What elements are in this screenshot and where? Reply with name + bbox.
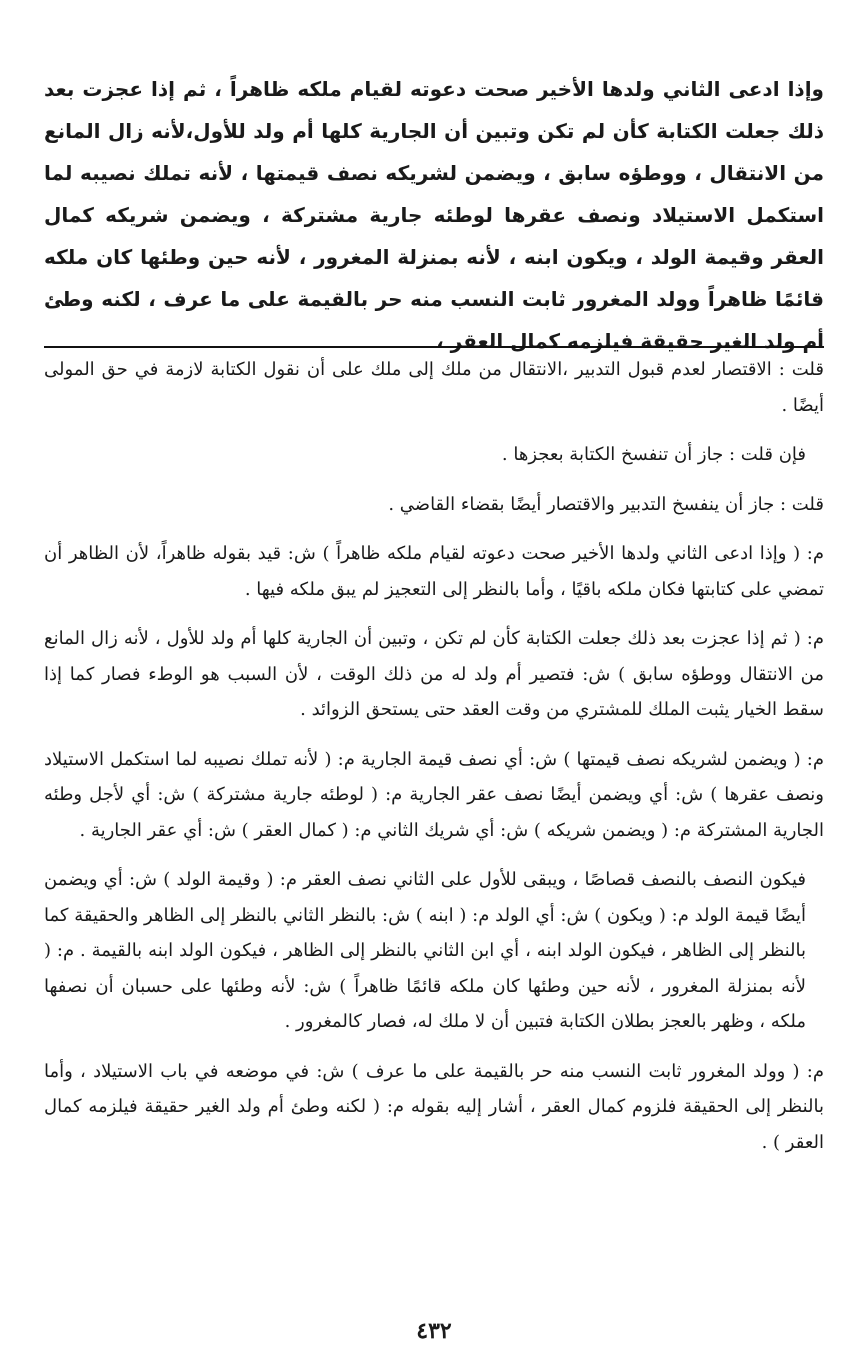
commentary-paragraph: قلت : جاز أن ينفسخ التدبير والاقتصار أيضًا بقضاء القاضي . [388,493,824,515]
commentary-paragraph: قلت : الاقتصار لعدم قبول التدبير ،الانتقال من ملك إلى ملك على أن نقول الكتابة لازمة في حق المولى أيضًا . [44,359,824,416]
main-text-block: وإذا ادعى الثاني ولدها الأخير صحت دعوته لقيام ملكه ظاهراً ، ثم إذا عجزت بعد ذلك جعلت الكتابة كأن لم تكن وتبين أن الجارية كلها أم ولد للأول،لأنه زال المانع من الانتقال ، ووطؤه سابق ، ويضمن لشريكه نصف قيمتها ، لأنه تملك نصيبه لما استكمل الاستيلاد ونصف عقرها لوطئه جارية مشتركة ، ويضمن شريكه كمال العقر وقيمة الولد ، ويكون ابنه ، لأنه بمنزلة المغرور ، لأنه حين وطئها كان ملكه قائمًا ظاهراً وولد المغرور ثابت النسب منه حر بالقيمة على ما عرف ، لكنه وطئ أم ولد الغير حقيقة فيلزمه كمال العقر ، [44,77,824,353]
commentary-paragraph: م: ( ثم إذا عجزت بعد ذلك جعلت الكتابة كأن لم تكن ، وتبين أن الجارية كلها أم ولد للأول ، لأنه زال المانع من الانتقال ووطؤه سابق ) ش: فتصير أم ولد له من ذلك الوقت ، لأن السبب هو الوطء فصار كما إذا سقط الخيار يثبت الملك للمشتري من وقت العقد حتى يستحق الزوائد . [44,628,824,720]
page [44,0,824,1372]
commentary-block [44,352,824,1174]
commentary-paragraph: م: ( وإذا ادعى الثاني ولدها الأخير صحت دعوته لقيام ملكه ظاهراً ) ش: قيد بقوله ظاهراً، لأن الظاهر أن تمضي على كتابتها فكان ملكه باقيًا ، وأما بالنظر إلى التعجيز لم يبق ملكه فيها . [44,543,824,600]
page-number: ٤٣٢ [416,1318,452,1344]
commentary-paragraph: م: ( وولد المغرور ثابت النسب منه حر بالقيمة على ما عرف ) ش: في موضعه في باب الاستيلاد ، وأما بالنظر إلى الحقيقة فلزوم كمال العقر ، أشار إليه بقوله م: ( لكنه وطئ أم ولد الغير حقيقة فيلزمه كمال العقر ) . [44,1060,824,1153]
separator-rule [44,346,824,348]
commentary-paragraph: م: ( ويضمن لشريكه نصف قيمتها ) ش: أي نصف قيمة الجارية م: ( لأنه تملك نصيبه لما استكمل الاستيلاد ونصف عقرها ) ش: أي ويضمن أيضًا نصف عقر الجارية م: ( لوطئه جارية مشتركة ) ش: أي لأجل وطئه الجارية المشتركة م: ( ويضمن شريكه ) ش: أي شريك الثاني م: ( كمال العقر ) ش: أي عقر الجارية . [44,748,824,841]
commentary-paragraph: فإن قلت : جاز أن تنفسخ الكتابة بعجزها . [501,444,806,465]
commentary-paragraph: فيكون النصف بالنصف قصاصًا ، ويبقى للأول على الثاني نصف العقر م: ( وقيمة الولد ) ش: أي ويضمن أيضًا قيمة الولد م: ( ويكون ) ش: أي الولد م: ( ابنه ) ش: بالنظر الثاني بالنظر إلى الظاهر والحقيقة كما بالنظر إلى الظاهر ، فيكون الولد ابنه ، أي ابن الثاني بالنظر إلى الظاهر ، فيكون الولد ابنه بالقيمة . م: ( لأنه بمنزلة المغرور ، لأنه حين وطئها كان ملكه قائمًا ظاهراً ) ش: لأنه وطئها على حسبان أن نصفها ملكه ، وظهر بالعجز بطلان الكتابة فتبين أن لا ملك له، فصار كالمغرور . [44,869,806,1032]
